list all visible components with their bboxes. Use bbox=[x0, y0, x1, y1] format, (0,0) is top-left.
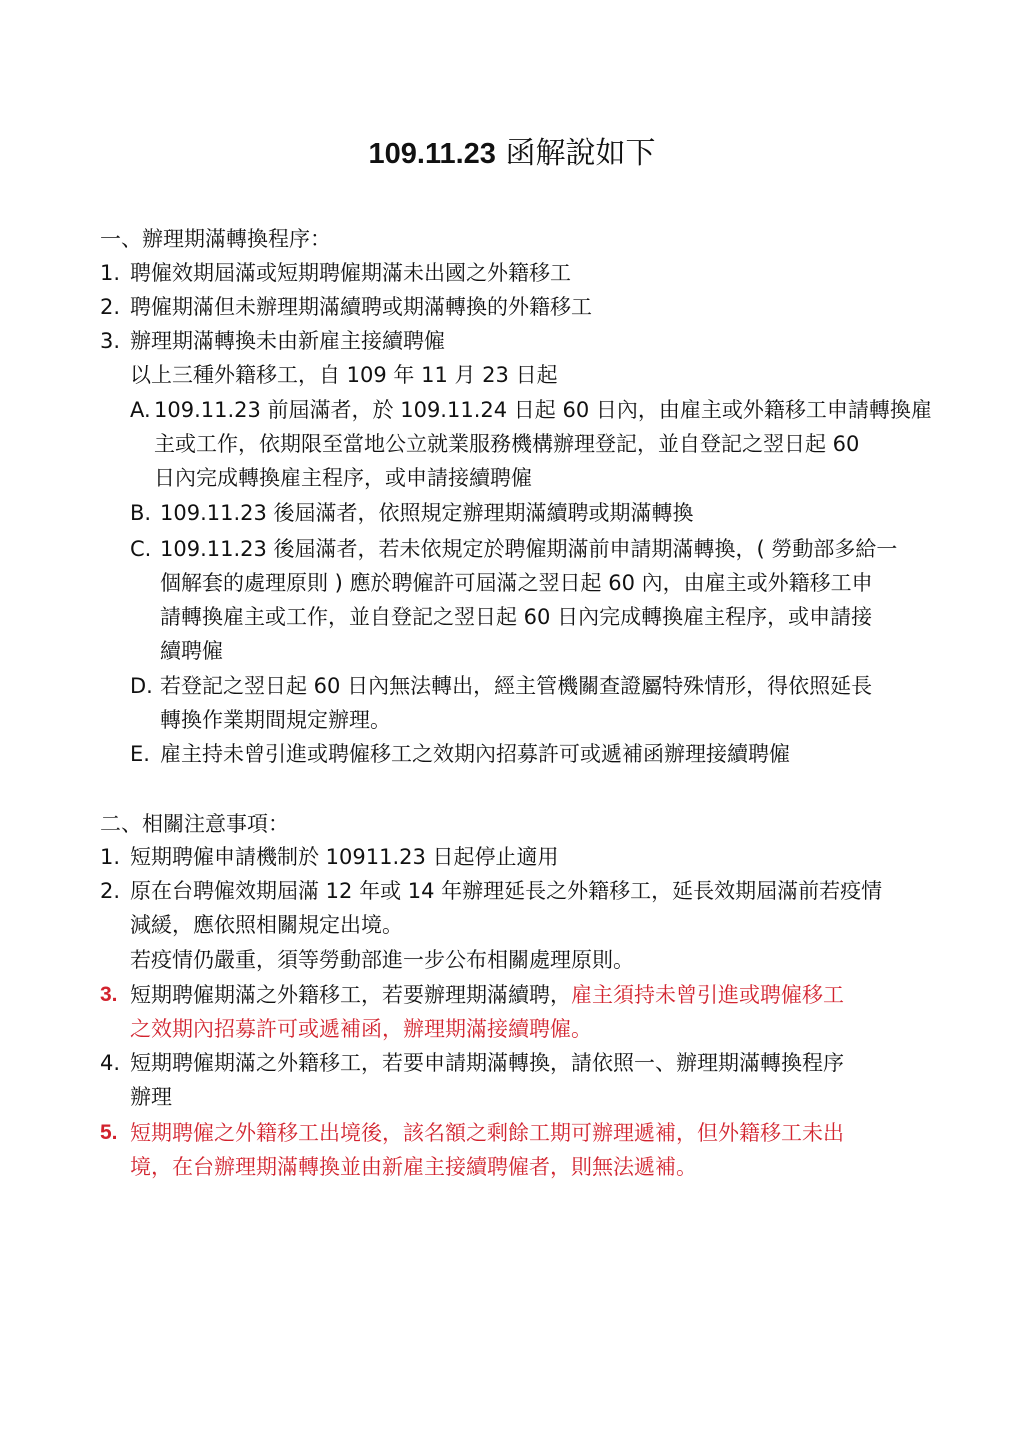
title-date: 109.11.23 bbox=[368, 138, 496, 170]
s2-item1-marker: 1. bbox=[100, 845, 121, 869]
s1-subitem-a-marker: A. bbox=[130, 398, 151, 422]
s1-subitem-b-line1: 109.11.23 後屆滿者，依照規定辦理期滿續聘或期滿轉換 bbox=[160, 501, 694, 525]
s2-item1-text: 短期聘僱申請機制於 10911.23 日起停止適用 bbox=[130, 845, 559, 869]
s1-subitem-d-marker: D. bbox=[130, 674, 153, 698]
s2-item3-line1 bbox=[130, 981, 844, 1009]
s2-item3-marker: 3. bbox=[100, 983, 118, 1006]
s1-subitem-c-line2: 個解套的處理原則 ) 應於聘僱許可屆滿之翌日起 60 內，由雇主或外籍移工申 bbox=[160, 571, 873, 595]
s1-subitem-c-marker: C. bbox=[130, 537, 152, 561]
s1-subitem-d-line2: 轉換作業期間規定辦理。 bbox=[160, 708, 391, 732]
s2-item2-marker: 2. bbox=[100, 879, 121, 903]
s1-item3-text: 辦理期滿轉換未由新雇主接續聘僱 bbox=[130, 329, 445, 353]
s1-subitem-a-line3: 日內完成轉換雇主程序，或申請接續聘僱 bbox=[154, 466, 532, 490]
s1-item2-marker: 2. bbox=[100, 295, 121, 319]
s1-subitem-c-line4: 續聘僱 bbox=[160, 639, 223, 663]
s2-item4-marker: 4. bbox=[100, 1051, 121, 1075]
s1-subitem-e-marker: E. bbox=[130, 742, 150, 766]
s1-item1-marker: 1. bbox=[100, 261, 121, 285]
s2-item2-line3: 若疫情仍嚴重，須等勞動部進一步公布相關處理原則。 bbox=[130, 948, 634, 972]
title-text: 函解說如下 bbox=[495, 136, 656, 171]
s2-item5-line2: 境，在台辦理期滿轉換並由新雇主接續聘僱者，則無法遞補。 bbox=[130, 1155, 697, 1179]
page-title bbox=[0, 134, 1024, 174]
s2-item4-line1: 短期聘僱期滿之外籍移工，若要申請期滿轉換，請依照一、辦理期滿轉換程序 bbox=[130, 1051, 844, 1075]
s1-subitem-c-line1: 109.11.23 後屆滿者，若未依規定於聘僱期滿前申請期滿轉換，( 勞動部多給一 bbox=[160, 537, 898, 561]
s1-subitem-e-line1: 雇主持未曾引進或聘僱移工之效期內招募許可或遞補函辦理接續聘僱 bbox=[160, 742, 790, 766]
s2-item3-black-text: 短期聘僱期滿之外籍移工，若要辦理期滿續聘， bbox=[130, 983, 571, 1007]
s1-item3-marker: 3. bbox=[100, 329, 121, 353]
s1-subitem-c-line3: 請轉換雇主或工作，並自登記之翌日起 60 日內完成轉換雇主程序，或申請接 bbox=[160, 605, 873, 629]
s2-item5-line1: 短期聘僱之外籍移工出境後，該名額之剩餘工期可辦理遞補，但外籍移工未出 bbox=[130, 1121, 844, 1145]
s1-item1-text: 聘僱效期屆滿或短期聘僱期滿未出國之外籍移工 bbox=[130, 261, 571, 285]
section2-heading: 二、相關注意事項： bbox=[100, 812, 289, 836]
section1-heading: 一、辦理期滿轉換程序： bbox=[100, 227, 331, 251]
s1-subitem-b-marker: B. bbox=[130, 501, 152, 525]
s1-subitem-d-line1: 若登記之翌日起 60 日內無法轉出，經主管機關查證屬特殊情形，得依照延長 bbox=[160, 674, 873, 698]
s2-item3-red-text1: 雇主須持未曾引進或聘僱移工 bbox=[571, 983, 844, 1007]
s2-item3-red-text2: 之效期內招募許可或遞補函，辦理期滿接續聘僱。 bbox=[130, 1017, 592, 1041]
s1-intro: 以上三種外籍移工，自 109 年 11 月 23 日起 bbox=[130, 363, 558, 387]
s2-item2-line1: 原在台聘僱效期屆滿 12 年或 14 年辦理延長之外籍移工，延長效期屆滿前若疫情 bbox=[130, 879, 883, 903]
s2-item4-line2: 辦理 bbox=[130, 1085, 172, 1109]
s1-item2-text: 聘僱期滿但未辦理期滿續聘或期滿轉換的外籍移工 bbox=[130, 295, 592, 319]
s1-subitem-a-line2: 主或工作，依期限至當地公立就業服務機構辦理登記，並自登記之翌日起 60 bbox=[154, 432, 860, 456]
s1-subitem-a-line1: 109.11.23 前屆滿者，於 109.11.24 日起 60 日內，由雇主或外籍移工申請轉換雇 bbox=[154, 398, 932, 422]
s2-item2-line2: 減緩，應依照相關規定出境。 bbox=[130, 913, 403, 937]
s2-item5-marker: 5. bbox=[100, 1121, 118, 1144]
